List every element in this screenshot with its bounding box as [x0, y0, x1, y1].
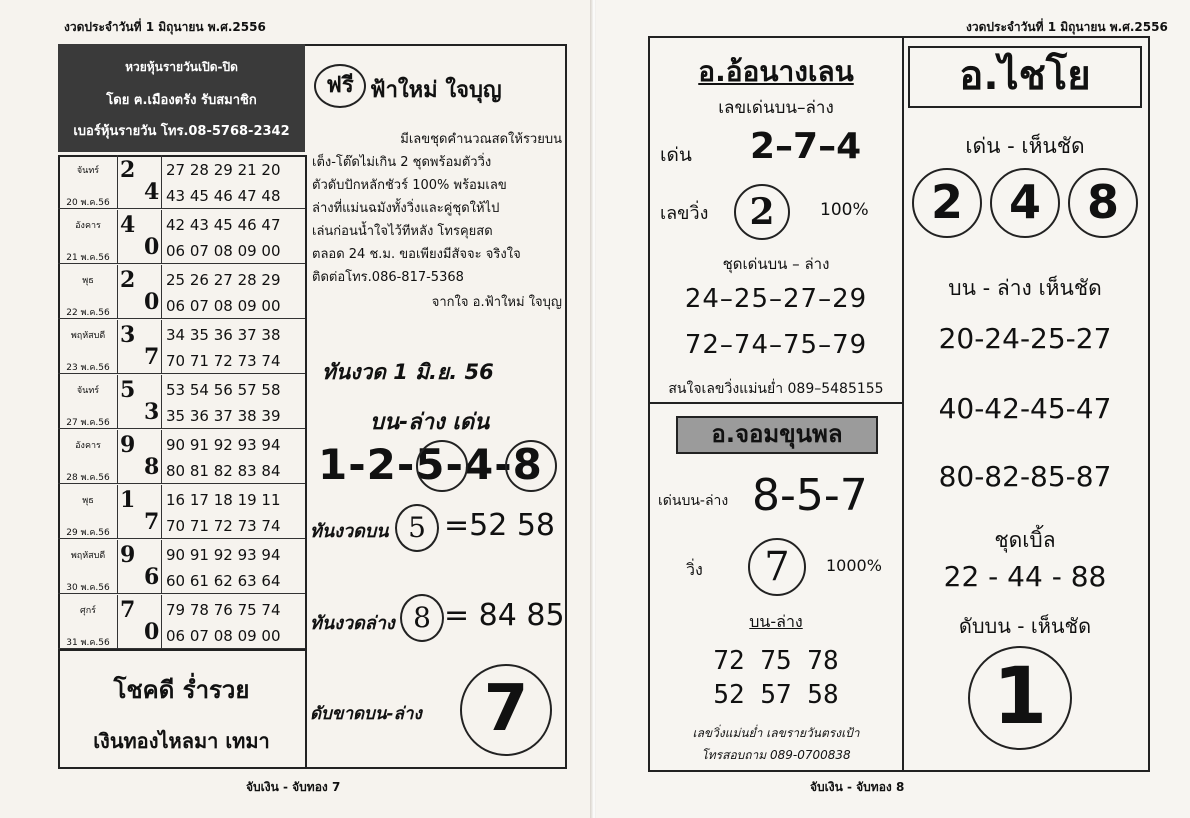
day-name: อังคาร — [75, 221, 101, 231]
top-pairs: =52 58 — [444, 508, 556, 543]
den-label: เด่น — [660, 144, 692, 166]
col2-cut-label: ดับบน - เห็นชัด — [958, 614, 1092, 638]
numbers-row-1: 34 35 36 37 38 — [166, 326, 281, 344]
right-page — [596, 0, 1190, 818]
bottom-circle: 8 — [400, 594, 444, 642]
numbers-row-1: 90 91 92 93 94 — [166, 436, 281, 454]
page-header: งวดประจำวันที่ 1 มิถุนายน พ.ศ.2556 — [966, 20, 1168, 34]
day-cell — [58, 485, 118, 539]
numbers-row-2: 35 36 37 38 39 — [166, 407, 281, 425]
bl-label: บน-ล่าง — [749, 612, 803, 631]
pair-top: 5 — [120, 377, 136, 403]
den2-value: 8-5-7 — [752, 470, 868, 521]
pair-bottom: 4 — [144, 179, 160, 205]
day-cell — [58, 430, 118, 484]
left-page — [0, 0, 592, 818]
col1-title: อ.อ้อนางเลน — [698, 55, 854, 88]
table-row — [58, 485, 305, 539]
day-name: อังคาร — [75, 441, 101, 451]
numbers-row-2: 70 71 72 73 74 — [166, 517, 281, 535]
den-value: 2–7–4 — [750, 126, 862, 167]
pair-top: 1 — [120, 487, 136, 513]
numbers-row-2: 70 71 72 73 74 — [166, 352, 281, 370]
bottom-label: ทันงวดล่าง — [310, 613, 395, 634]
sponsor-line-3: เบอร์หุ้นรายวัน โทร.08-5768-2342 — [73, 124, 290, 139]
col2-title: อ.ไชโย — [908, 46, 1142, 108]
focus-circle-2: 4 — [990, 168, 1060, 238]
den2-label: เด่นบน-ล่าง — [658, 493, 729, 509]
ad-line-3: ตัวดับปักหลักชัวร์ 100% พร้อมเลข — [312, 178, 507, 193]
table-row — [58, 595, 305, 649]
col2-cut-circle: 1 — [968, 646, 1072, 750]
col2-subtitle: เด่น - เห็นชัด — [965, 134, 1085, 158]
ving-circle: 2 — [734, 184, 790, 240]
pair-cell — [118, 265, 162, 319]
column-chaiyo — [904, 36, 1150, 772]
pair-cell — [118, 155, 162, 209]
day-cell — [58, 320, 118, 374]
day-date: 21 พ.ค.56 — [66, 253, 110, 263]
numbers-row-1: 90 91 92 93 94 — [166, 546, 281, 564]
pair-cell — [118, 320, 162, 374]
bl-row-1: 72 75 78 — [713, 646, 839, 676]
day-name: จันทร์ — [76, 386, 100, 396]
day-name: จันทร์ — [76, 166, 100, 176]
top-label: ทันงวดบน — [310, 521, 389, 542]
numbers-row-1: 27 28 29 21 20 — [166, 161, 281, 179]
day-date: 27 พ.ค.56 — [66, 418, 110, 428]
ving2-label: วิ่ง — [686, 560, 703, 579]
numbers-row-2: 43 45 46 47 48 — [166, 187, 281, 205]
numbers-row-2: 06 07 08 09 00 — [166, 242, 281, 260]
top-circle: 5 — [395, 504, 439, 552]
day-name: พฤหัสบดี — [70, 331, 106, 341]
table-row — [58, 540, 305, 594]
column-onnanglen — [648, 36, 904, 772]
ad-line-5: เล่นก่อนน้ำใจไว้ทีหลัง โทรคุยสด — [312, 224, 493, 239]
col2-line-1: 20-24-25-27 — [938, 322, 1112, 355]
ad-line-2: เต็ง-โต๊ดไม่เกิน 2 ชุดพร้อมตัววิ่ง — [312, 155, 492, 170]
pair-top: 2 — [120, 157, 136, 183]
pair-cell — [118, 375, 162, 429]
numbers-row-1: 25 26 27 28 29 — [166, 271, 281, 289]
pair-bottom: 6 — [144, 564, 160, 590]
page-footer: จับเงิน - จับทอง 7 — [246, 780, 341, 794]
ad-line-7: ติดต่อโทร.086-817-5368 — [312, 270, 464, 285]
numbers-row-2: 06 07 08 09 00 — [166, 627, 281, 645]
table-row — [58, 430, 305, 484]
day-cell — [58, 540, 118, 594]
pair-cell — [118, 210, 162, 264]
ad-signature: จากใจ อ.ฟ้าใหม่ ใจบุญ — [431, 295, 562, 310]
page-footer: จับเงิน - จับทอง 8 — [810, 780, 905, 794]
pair-bottom: 7 — [144, 344, 160, 370]
ad-line-4: ล่างที่แม่นฉมังทั้งวิ่งและคู่ชุดให้ไป — [312, 201, 500, 216]
day-date: 23 พ.ค.56 — [66, 363, 110, 373]
pair-cell — [118, 485, 162, 539]
sponsor-line-1: หวยหุ้นรายวันเปิด-ปิด — [125, 60, 238, 74]
draw-date: ทันงวด 1 มิ.ย. 56 — [322, 360, 494, 384]
double-label: ชุดเบิ้ล — [994, 528, 1056, 552]
pair-top: 9 — [120, 432, 136, 458]
day-cell — [58, 265, 118, 319]
main-numbers: 1-2-5-4-8 — [318, 440, 543, 489]
contact-2b: โทรสอบถาม 089-0700838 — [701, 748, 851, 762]
day-date: 29 พ.ค.56 — [66, 528, 110, 538]
pair-bottom: 0 — [144, 619, 160, 645]
pair-top: 7 — [120, 597, 136, 623]
pair-top: 9 — [120, 542, 136, 568]
sponsor-line-2: โดย ฅ.เมืองตรัง รับสมาชิก — [106, 93, 257, 108]
day-name: ศุกร์ — [80, 606, 96, 616]
slogan-2: เงินทองไหลมา เทมา — [93, 729, 270, 753]
day-date: 20 พ.ค.56 — [66, 198, 110, 208]
pair-cell — [118, 430, 162, 484]
numbers-row-2: 80 81 82 83 84 — [166, 462, 281, 480]
set-1: 24–25–27–29 — [684, 284, 868, 314]
day-date: 31 พ.ค.56 — [66, 638, 110, 648]
day-name: พุธ — [82, 496, 94, 506]
cut-label: ดับขาดบน-ล่าง — [310, 704, 422, 724]
slogan-1: โชคดี ร่ำรวย — [113, 676, 250, 704]
ad-title: ฟ้าใหม่ ใจบุญ — [370, 78, 502, 103]
table-row — [58, 320, 305, 374]
ving2-pct: 1000% — [826, 556, 882, 575]
col1-title-2: อ.จอมขุนพล — [676, 416, 878, 454]
contact-2a: เลขวิ่งแม่นย่ำ เลขรายวันตรงเป้า — [692, 726, 860, 740]
top-bottom-label: บน-ล่าง เด่น — [370, 410, 490, 435]
free-badge: ฟรี — [314, 64, 366, 108]
contact-1: สนใจเลขวิ่งแม่นย่ำ 089–5485155 — [668, 381, 884, 397]
pair-bottom: 3 — [144, 399, 160, 425]
day-cell — [58, 210, 118, 264]
sponsor-box — [58, 44, 305, 152]
pair-bottom: 0 — [144, 289, 160, 315]
col2-bl-label: บน - ล่าง เห็นชัด — [948, 276, 1102, 300]
day-cell — [58, 375, 118, 429]
bottom-pairs: = 84 85 — [444, 598, 565, 633]
focus-circle-3: 8 — [1068, 168, 1138, 238]
highlight-circle-8 — [505, 440, 557, 492]
col1-subtitle: เลขเด่นบน–ล่าง — [718, 98, 834, 118]
pair-cell — [118, 540, 162, 594]
ad-body — [312, 128, 562, 314]
page-header: งวดประจำวันที่ 1 มิถุนายน พ.ศ.2556 — [64, 20, 266, 34]
numbers-row-1: 42 43 45 46 47 — [166, 216, 281, 234]
pair-bottom: 0 — [144, 234, 160, 260]
pair-top: 2 — [120, 267, 136, 293]
pair-cell — [118, 595, 162, 649]
table-row — [58, 155, 305, 209]
day-cell — [58, 155, 118, 209]
set-label: ชุดเด่นบน – ล่าง — [722, 255, 830, 273]
col2-line-3: 80-82-85-87 — [938, 460, 1112, 493]
double-value: 22 - 44 - 88 — [943, 560, 1107, 593]
set-2: 72–74–75–79 — [684, 330, 868, 360]
bl-row-2: 52 57 58 — [713, 680, 839, 710]
numbers-row-2: 60 61 62 63 64 — [166, 572, 281, 590]
day-name: พุธ — [82, 276, 94, 286]
numbers-row-2: 06 07 08 09 00 — [166, 297, 281, 315]
ving2-circle: 7 — [748, 538, 806, 596]
day-name: พฤหัสบดี — [70, 551, 106, 561]
ving-label: เลขวิ่ง — [660, 203, 709, 224]
pair-bottom: 7 — [144, 509, 160, 535]
numbers-row-1: 79 78 76 75 74 — [166, 601, 281, 619]
numbers-row-1: 16 17 18 19 11 — [166, 491, 281, 509]
table-row — [58, 265, 305, 319]
table-row — [58, 375, 305, 429]
numbers-row-1: 53 54 56 57 58 — [166, 381, 281, 399]
day-date: 30 พ.ค.56 — [66, 583, 110, 593]
col1-divider — [650, 402, 902, 404]
highlight-circle-5 — [416, 440, 468, 492]
day-cell — [58, 595, 118, 649]
focus-circle-1: 2 — [912, 168, 982, 238]
table-row — [58, 210, 305, 264]
pair-top: 4 — [120, 212, 136, 238]
ad-line-6: ตลอด 24 ช.ม. ขอเพียงมีสัจจะ จริงใจ — [312, 247, 521, 262]
col2-line-2: 40-42-45-47 — [938, 392, 1112, 425]
pair-top: 3 — [120, 322, 136, 348]
cut-number-circle: 7 — [460, 664, 552, 756]
day-date: 22 พ.ค.56 — [66, 308, 110, 318]
day-date: 28 พ.ค.56 — [66, 473, 110, 483]
pair-bottom: 8 — [144, 454, 160, 480]
ving-pct: 100% — [820, 200, 869, 220]
ad-line-1: มีเลขชุดคำนวณสดให้รวยบน — [400, 132, 562, 147]
